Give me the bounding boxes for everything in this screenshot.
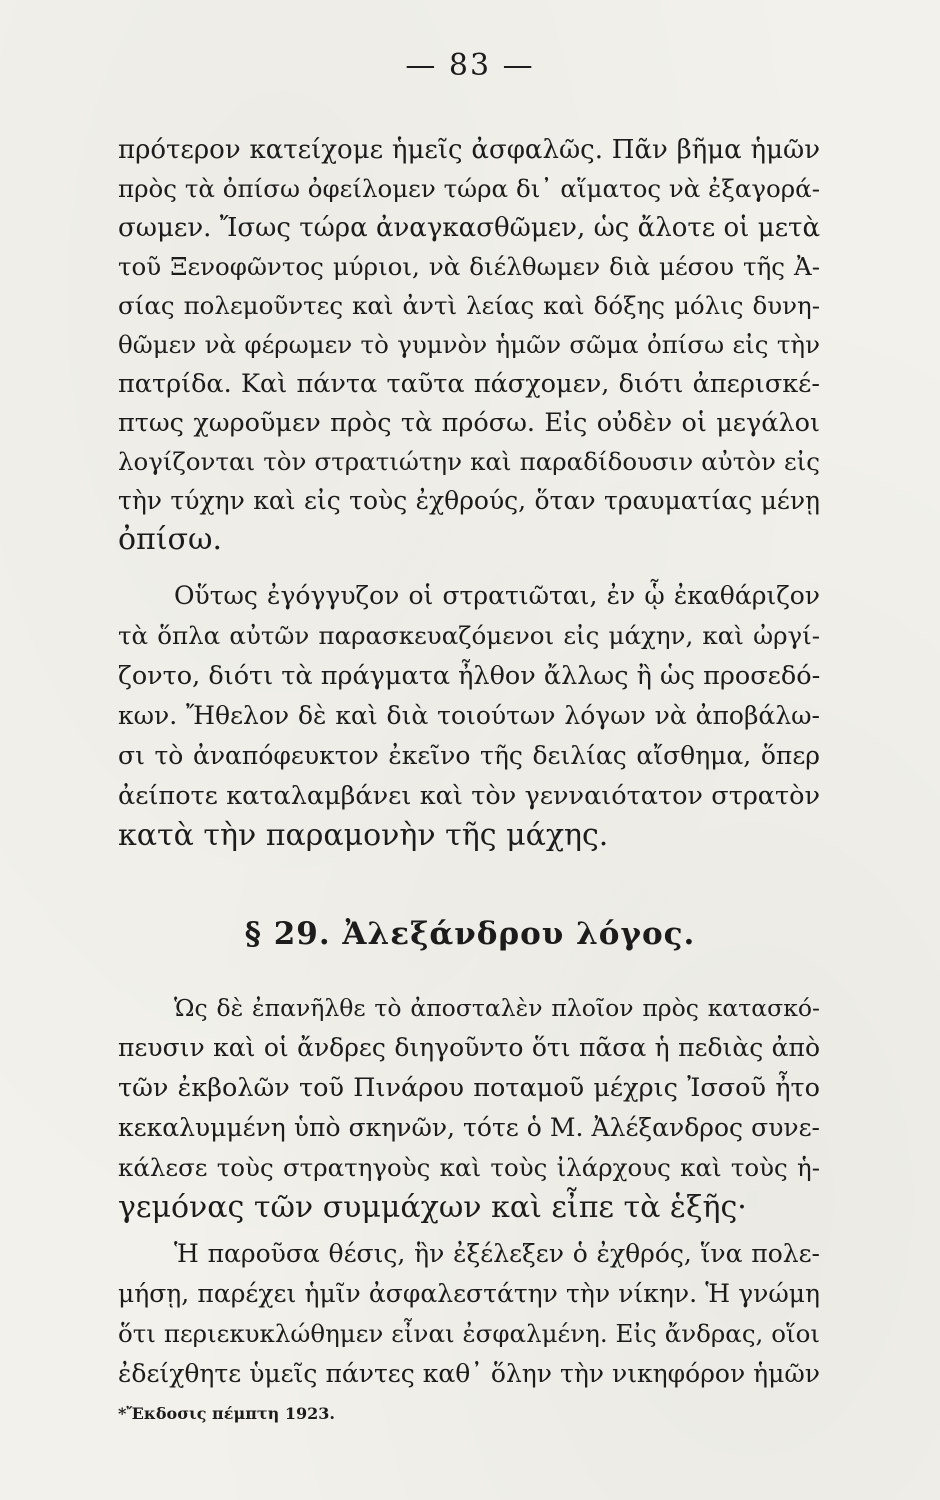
text-line: κεκαλυμμένη ὑπὸ σκηνῶν, τότε ὁ Μ. Ἀλέξανδρος συνε-: [118, 1113, 820, 1142]
text-line: λογίζονται τὸν στρατιώτην καὶ παραδίδουσιν αὐτὸν εἰς: [118, 447, 820, 476]
section-heading: § 29. Ἀλεξάνδρου λόγος.: [244, 916, 696, 952]
text-line: τοῦ Ξενοφῶντος μύριοι, νὰ διέλθωμεν διὰ μέσου τῆς Ἀ-: [118, 252, 820, 281]
edition-footnote: *Ἔκδοσις πέμπτη 1923.: [118, 1404, 335, 1423]
text-line: κάλεσε τοὺς στρατηγοὺς καὶ τοὺς ἰλάρχους καὶ τοὺς ἡ-: [118, 1153, 820, 1182]
text-line: Οὕτως ἐγόγγυζον οἱ στρατιῶται, ἐν ᾧ ἐκαθάριζον: [174, 581, 820, 610]
text-line: πευσιν καὶ οἱ ἄνδρες διηγοῦντο ὅτι πᾶσα ἡ πεδιὰς ἀπὸ: [118, 1033, 820, 1062]
text-line: ἀείποτε καταλαμβάνει καὶ τὸν γενναιότατον στρατὸν: [118, 781, 820, 811]
text-line: Ὡς δὲ ἐπανῆλθε τὸ ἀποσταλὲν πλοῖον πρὸς κατασκό-: [174, 994, 820, 1022]
text-line: γεμόνας τῶν συμμάχων καὶ εἶπε τὰ ἑξῆς·: [118, 1190, 747, 1225]
text-line: πατρίδα. Καὶ πάντα ταῦτα πάσχομεν, διότι ἀπερισκέ-: [118, 369, 820, 399]
text-line: ὅτι περιεκυκλώθημεν εἶναι ἐσφαλμένη. Εἰς ἄνδρας, οἵοι: [118, 1319, 820, 1348]
text-line: θῶμεν νὰ φέρωμεν τὸ γυμνὸν ἡμῶν σῶμα ὀπίσω εἰς τὴν: [118, 330, 820, 359]
text-line: Ἡ παροῦσα θέσις, ἣν ἐξέλεξεν ὁ ἐχθρός, ἵνα πολε-: [174, 1239, 820, 1268]
text-line: πρότερον κατείχομε ἡμεῖς ἀσφαλῶς. Πᾶν βῆμα ἡμῶν: [118, 135, 820, 165]
page-number: — 83 —: [405, 48, 535, 83]
text-line: ὀπίσω.: [118, 522, 223, 557]
text-line: μήσῃ, παρέχει ἡμῖν ἀσφαλεστάτην τὴν νίκην. Ἡ γνώμη: [118, 1279, 820, 1308]
text-line: σωμεν. Ἴσως τώρα ἀναγκασθῶμεν, ὡς ἄλοτε οἱ μετὰ: [118, 213, 820, 243]
text-line: ἐδείχθητε ὑμεῖς πάντες καθ᾽ ὅλην τὴν νικηφόρον ἡμῶν: [118, 1359, 820, 1388]
text-line: σι τὸ ἀναπόφευκτον ἐκεῖνο τῆς δειλίας αἴσθημα, ὅπερ: [118, 741, 820, 770]
text-line: κων. Ἤθελον δὲ καὶ διὰ τοιούτων λόγων νὰ ἀποβάλω-: [118, 701, 820, 730]
text-line: κατὰ τὴν παραμονὴν τῆς μάχης.: [118, 818, 609, 853]
text-line: πτως χωροῦμεν πρὸς τὰ πρόσω. Εἰς οὐδὲν οἱ μεγάλοι: [118, 408, 820, 438]
text-line: πρὸς τὰ ὀπίσω ὀφείλομεν τώρα δι᾽ αἵματος νὰ ἐξαγορά-: [118, 174, 820, 203]
text-line: τὰ ὅπλα αὐτῶν παρασκευαζόμενοι εἰς μάχην, καὶ ὠργί-: [118, 621, 820, 650]
text-line: ζοντο, διότι τὰ πράγματα ἦλθον ἄλλως ἢ ὡς προσεδό-: [118, 661, 821, 691]
text-line: τὴν τύχην καὶ εἰς τοὺς ἐχθρούς, ὅταν τραυματίας μένῃ: [118, 486, 820, 515]
text-line: τῶν ἐκβολῶν τοῦ Πινάρου ποταμοῦ μέχρις Ἰσσοῦ ἦτο: [118, 1073, 820, 1103]
text-line: σίας πολεμοῦντες καὶ ἀντὶ λείας καὶ δόξης μόλις δυνη-: [118, 291, 820, 320]
